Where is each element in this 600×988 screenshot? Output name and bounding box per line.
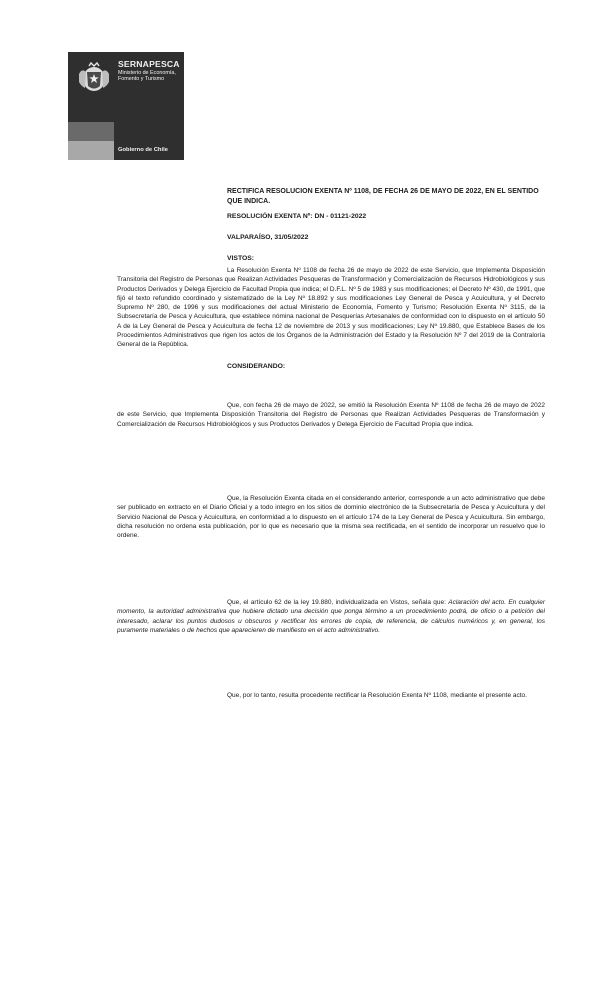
considerando-paragraph-1: Que, con fecha 26 de mayo de 2022, se emitió la Resolución Exenta Nº 1108 de fecha 26 de mayo de 2022 de este Servicio, que Implementa Disposición Transitoria del Registro de Personas que Realizan Actividades Pesqueras de Transformación y Comercialización de Recursos Hidrobiológicos y sus Productos Derivados y Delega Ejercicio de Facultad Propia que indica. xyxy=(117,402,545,428)
vistos-heading: VISTOS: xyxy=(227,255,255,262)
considerando-paragraph-4: Que, por lo tanto, resulta procedente rectificar la Resolución Exenta Nº 1108, mediante el presente acto. xyxy=(227,692,527,699)
logo-subtitle: Ministerio de Economía, Fomento y Turismo xyxy=(118,70,176,83)
vistos-body: La Resolución Exenta Nº 1108 de fecha 26 de mayo de 2022 de este Servicio, que Implementa Disposición Transitoria del Registro de Personas que Realizan Actividades Pesqueras de Transformación y Comercialización de Recursos Hidrobiológicos y sus Productos Derivados y Delega Ejercicio de Facultad Propia que indica; el D.F.L. Nº 5 de 1983 y sus modificaciones; el Decreto Nº 430, de 1991, que fijó el texto refundido coordinado y sistematizado de la Ley Nº 18.892 y sus modificaciones Ley General de Pesca y Acuicultura, y el Decreto Supremo Nº 280, de 1996 y sus modificaciones del actual Ministerio de Economía, Fomento y Turismo; Resolución Exenta Nº 3115, de la Subsecretaría de Pesca y Acuicultura, que establece nómina nacional de Pesquerías Artesanales de conformidad con lo dispuesto en el artículo 50 A de la Ley General de Pesca y Acuicultura de fecha 12 de noviembre de 2013 y sus modificaciones; Ley Nº 19.880, que Establece Bases de los Procedimientos Administrativos que rigen los actos de los Órganos de la Administración del Estado y la Resolución Nº 7 del 2019 de la Contraloría General de la República. xyxy=(117,267,545,349)
coat-of-arms-icon xyxy=(74,60,114,96)
considerando-paragraph-3 xyxy=(117,598,545,635)
resolution-number: RESOLUCIÓN EXENTA Nº: DN - 01121-2022 xyxy=(227,213,367,220)
logo-title: SERNAPESCA xyxy=(118,59,180,69)
document-title: RECTIFICA RESOLUCION EXENTA Nº 1108, DE FECHA 26 DE MAYO DE 2022, EN EL SENTIDO QUE INDICA. xyxy=(227,188,539,205)
place-date: VALPARAÍSO, 31/05/2022 xyxy=(227,234,309,241)
considerando-paragraph-2: Que, la Resolución Exenta citada en el considerando anterior, corresponde a un acto administrativo que debe ser publicado en extracto en el Diario Oficial y a todo integro en los sitios de dominio electrónico de la Subsecretaría de Pesca y Acuicultura y del Servicio Nacional de Pesca y Acuicultura, en conformidad a lo dispuesto en el artículo 174 de la Ley General de Pesca y Acuicultura. Sin embargo, dicha resolución no ordena esta publicación, por lo que es necesario que la misma sea rectificada, en el sentido de incorporar un resuelvo que lo ordene. xyxy=(117,495,545,540)
logo-footer: Gobierno de Chile xyxy=(118,147,168,153)
considerando-heading: CONSIDERANDO: xyxy=(227,363,286,370)
logo-band-light xyxy=(68,141,114,160)
sernapesca-logo xyxy=(68,52,184,160)
considerando-paragraph-3-quote: Aclaración del acto. En cualquier momento, la autoridad administrativa que hubiere dictado una decisión que ponga término a un procedimiento podrá, de oficio o a petición del interesado, aclarar los puntos dudosos u obscuros y rectificar los errores de copia, de referencia, de cálculos numéricos y, en general, los puramente materiales o de hechos que aparecieren de manifiesto en el acto administrativo. xyxy=(117,599,545,634)
considerando-paragraph-3-text: Que, el artículo 62 de la ley 19.880, individualizada en Vistos, señala que: xyxy=(227,599,449,606)
